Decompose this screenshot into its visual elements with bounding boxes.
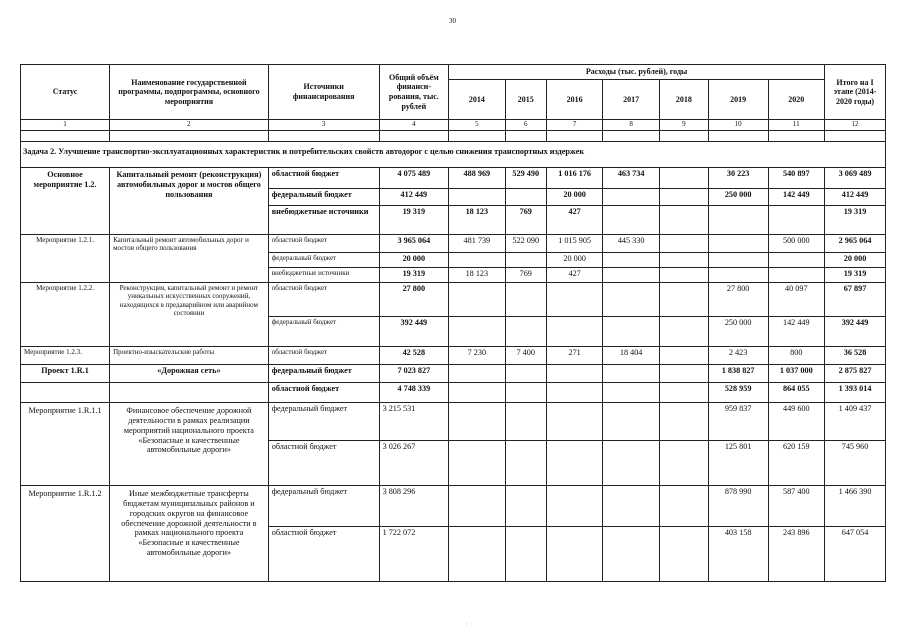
block-name: Капитальный ремонт (реконструкция) автомобильных дорог и мостов общего пользования [110,168,269,235]
value-cell [768,253,825,268]
value-cell: 18 404 [603,347,660,365]
value-cell [708,235,768,253]
block-name: Капитальный ремонт автомобильных дорог и мостов общего пользования [110,235,269,283]
value-cell [659,527,708,582]
col-index: 6 [505,120,546,131]
value-cell [659,283,708,317]
section-title: Задача 2. Улучшение транспортно-эксплуатационных характеристик и потребительских свойств автодорог с целью снижения транспортных издержек [21,142,886,168]
header-status: Статус [21,65,110,120]
header-year: 2015 [505,80,546,120]
value-cell [505,283,546,317]
itogo-cell: 19 319 [825,206,886,235]
value-cell [603,253,660,268]
value-cell [449,253,506,268]
value-cell [708,206,768,235]
value-cell [603,527,660,582]
header-year: 2017 [603,80,660,120]
value-cell [505,403,546,441]
block-name: «Дорожная сеть» [110,365,269,383]
value-cell: 463 734 [603,168,660,189]
value-cell [505,486,546,527]
header-expenses: Расходы (тыс. рублей), годы [449,65,825,80]
value-cell [708,268,768,283]
itogo-cell: 2 965 064 [825,235,886,253]
value-cell [449,441,506,486]
value-cell [449,527,506,582]
value-cell: 587 400 [768,486,825,527]
value-cell: 522 090 [505,235,546,253]
value-cell [546,317,603,347]
value-cell [659,486,708,527]
header-itogo: Итого на I этапе (2014-2020 годы) [825,65,886,120]
itogo-cell: 67 897 [825,283,886,317]
itogo-cell: 392 449 [825,317,886,347]
column-index-row [21,120,886,131]
value-cell [603,365,660,383]
value-cell: 620 159 [768,441,825,486]
total-cell: 3 808 296 [379,486,449,527]
source-cell: внебюджетные источники [268,206,379,235]
value-cell [449,383,506,403]
itogo-cell: 412 449 [825,189,886,206]
total-cell: 1 722 072 [379,527,449,582]
block-name: Финансовое обеспечение дорожной деятельности в рамках реализации мероприятий национального проекта «Безопасные и качественные автомобильные дороги» [110,403,269,486]
block-status: Мероприятие 1.2.1. [21,235,110,283]
block-name: Реконструкция, капитальный ремонт и ремонт уникальных искусственных сооружений, находящихся в предаварийном или аварийном состоянии [110,283,269,347]
scan-mark: ' [466,624,467,629]
total-cell: 4 075 489 [379,168,449,189]
value-cell [449,283,506,317]
total-cell: 19 319 [379,206,449,235]
value-cell [449,365,506,383]
itogo-cell: 1 409 437 [825,403,886,441]
value-cell: 2 423 [708,347,768,365]
value-cell: 769 [505,206,546,235]
value-cell [505,317,546,347]
value-cell [659,268,708,283]
value-cell [603,189,660,206]
value-cell [546,383,603,403]
value-cell [546,283,603,317]
col-index: 3 [268,120,379,131]
source-cell: областной бюджет [268,283,379,317]
value-cell: 878 990 [708,486,768,527]
value-cell [546,441,603,486]
block-name: Проектно-изыскательские работы [110,347,269,365]
source-cell: областной бюджет [268,168,379,189]
source-cell: федеральный бюджет [268,189,379,206]
value-cell: 528 959 [708,383,768,403]
value-cell: 1 838 827 [708,365,768,383]
block-status: Мероприятие 1.R.1.1 [21,403,110,486]
value-cell: 800 [768,347,825,365]
header-year: 2020 [768,80,825,120]
total-cell: 3 965 064 [379,235,449,253]
value-cell: 769 [505,268,546,283]
budget-table [20,64,886,582]
value-cell [603,441,660,486]
value-cell: 481 739 [449,235,506,253]
value-cell [603,206,660,235]
value-cell [449,189,506,206]
value-cell [659,365,708,383]
value-cell [659,235,708,253]
value-cell [505,527,546,582]
value-cell [449,486,506,527]
value-cell: 540 897 [768,168,825,189]
itogo-cell: 20 000 [825,253,886,268]
value-cell: 20 000 [546,189,603,206]
total-cell: 7 023 827 [379,365,449,383]
block-status: Проект 1.R.1 [21,365,110,383]
value-cell [708,253,768,268]
header-year: 2014 [449,80,506,120]
value-cell: 18 123 [449,268,506,283]
value-cell: 18 123 [449,206,506,235]
value-cell: 1 037 000 [768,365,825,383]
value-cell [505,253,546,268]
value-cell: 30 223 [708,168,768,189]
value-cell: 959 837 [708,403,768,441]
value-cell: 125 801 [708,441,768,486]
value-cell [546,527,603,582]
itogo-cell: 19 319 [825,268,886,283]
col-index: 4 [379,120,449,131]
source-cell: федеральный бюджет [268,253,379,268]
value-cell: 243 896 [768,527,825,582]
value-cell: 27 800 [708,283,768,317]
value-cell [603,283,660,317]
value-cell [505,383,546,403]
total-cell: 392 449 [379,317,449,347]
value-cell: 20 000 [546,253,603,268]
col-index: 5 [449,120,506,131]
value-cell [603,486,660,527]
value-cell [546,403,603,441]
value-cell [659,206,708,235]
value-cell: 427 [546,268,603,283]
source-cell: федеральный бюджет [268,486,379,527]
value-cell: 529 490 [505,168,546,189]
itogo-cell: 647 054 [825,527,886,582]
value-cell [449,403,506,441]
block-status: Мероприятие 1.R.1.2 [21,486,110,582]
value-cell [603,403,660,441]
source-cell: федеральный бюджет [268,403,379,441]
value-cell: 864 055 [768,383,825,403]
block-name: Иные межбюджетные трансферты бюджетам муниципальных районов и городских округов на финансовое обеспечение дорожной деятельности в рамках национального проекта «Безопасные и качественные автомобильные дороги» [110,486,269,582]
value-cell [505,365,546,383]
value-cell: 488 969 [449,168,506,189]
value-cell: 449 600 [768,403,825,441]
col-index: 7 [546,120,603,131]
itogo-cell: 1 466 390 [825,486,886,527]
total-cell: 3 215 531 [379,403,449,441]
value-cell [659,189,708,206]
col-index: 8 [603,120,660,131]
value-cell [449,317,506,347]
value-cell [659,347,708,365]
total-cell: 19 319 [379,268,449,283]
value-cell [768,268,825,283]
value-cell: 142 449 [768,317,825,347]
value-cell: 271 [546,347,603,365]
total-cell: 27 800 [379,283,449,317]
value-cell [659,403,708,441]
header-year: 2019 [708,80,768,120]
source-cell: областной бюджет [268,235,379,253]
total-cell: 412 449 [379,189,449,206]
value-cell [505,189,546,206]
header-year: 2018 [659,80,708,120]
value-cell [659,253,708,268]
value-cell: 250 000 [708,317,768,347]
block-status: Мероприятие 1.2.2. [21,283,110,347]
total-cell: 4 748 339 [379,383,449,403]
itogo-cell: 1 393 014 [825,383,886,403]
value-cell [546,486,603,527]
source-cell: федеральный бюджет [268,317,379,347]
value-cell [505,441,546,486]
block-status: Основное мероприятие 1.2. [21,168,110,235]
value-cell [659,383,708,403]
header-sources: Источники финансирования [268,65,379,120]
value-cell [603,317,660,347]
source-cell: внебюджетные источники [268,268,379,283]
value-cell: 1 016 176 [546,168,603,189]
header-name: Наименование государственной программы, подпрограммы, основного мероприятия [110,65,269,120]
value-cell [659,441,708,486]
value-cell: 427 [546,206,603,235]
value-cell [603,268,660,283]
col-index: 1 [21,120,110,131]
itogo-cell: 745 960 [825,441,886,486]
source-cell: федеральный бюджет [268,365,379,383]
itogo-cell: 3 069 489 [825,168,886,189]
source-cell: областной бюджет [268,383,379,403]
col-index: 10 [708,120,768,131]
value-cell [768,206,825,235]
block-status: Мероприятие 1.2.3. [21,347,110,365]
value-cell: 500 000 [768,235,825,253]
value-cell [546,365,603,383]
value-cell [603,383,660,403]
value-cell: 250 000 [708,189,768,206]
col-index: 2 [110,120,269,131]
col-index: 12 [825,120,886,131]
source-cell: областной бюджет [268,347,379,365]
value-cell [659,317,708,347]
value-cell: 40 097 [768,283,825,317]
value-cell: 7 230 [449,347,506,365]
header-year: 2016 [546,80,603,120]
itogo-cell: 36 528 [825,347,886,365]
source-cell: областной бюджет [268,441,379,486]
total-cell: 3 026 267 [379,441,449,486]
value-cell [659,168,708,189]
total-cell: 20 000 [379,253,449,268]
value-cell: 142 449 [768,189,825,206]
total-cell: 42 528 [379,347,449,365]
col-index: 9 [659,120,708,131]
page-number: 30 [449,17,456,25]
source-cell: областной бюджет [268,527,379,582]
header-total: Общий объём финанси-рования, тыс. рублей [379,65,449,120]
col-index: 11 [768,120,825,131]
itogo-cell: 2 875 827 [825,365,886,383]
value-cell: 1 015 905 [546,235,603,253]
value-cell: 7 400 [505,347,546,365]
value-cell: 445 330 [603,235,660,253]
value-cell: 403 158 [708,527,768,582]
